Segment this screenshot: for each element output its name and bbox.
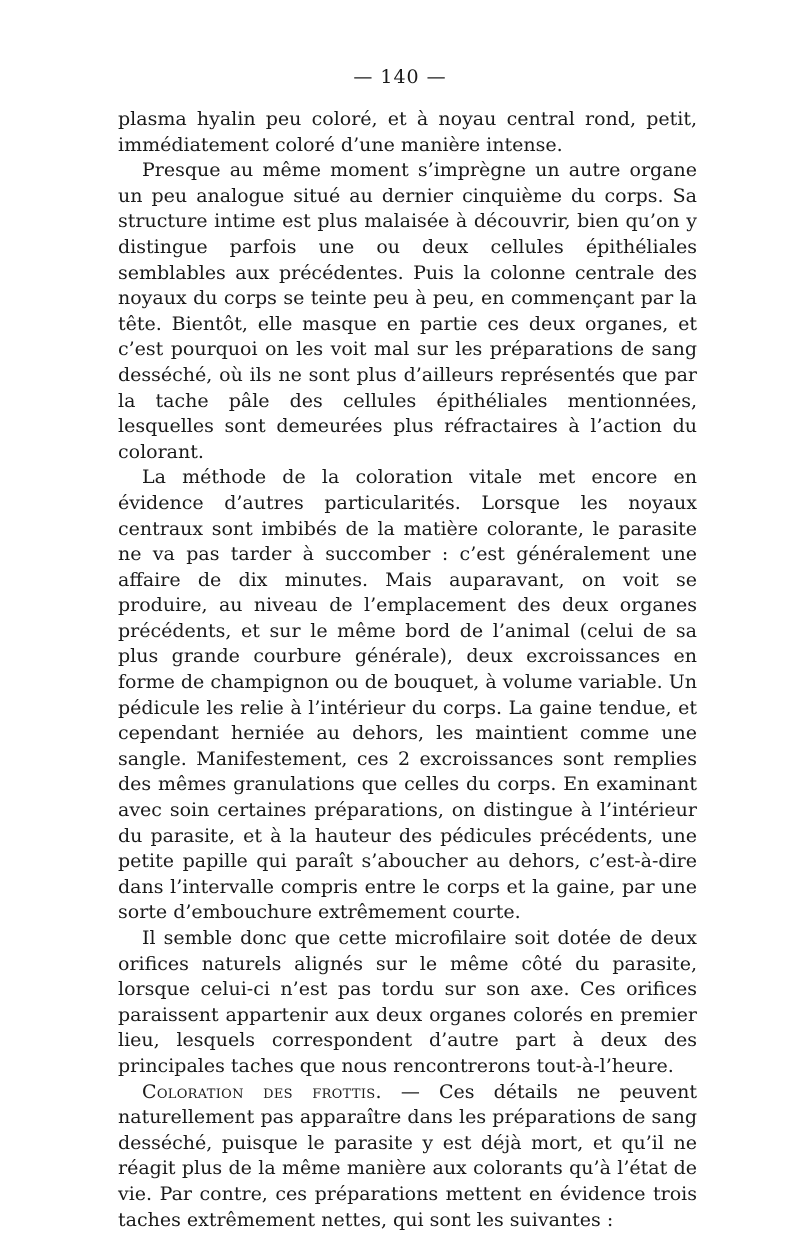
paragraph-1 [118,107,697,158]
paragraph-4 [118,926,697,1080]
paragraph-5 [118,1080,697,1234]
paragraph-3-text: La méthode de la coloration vitale met encore en évidence d’autres particularités. Lorsque les noyaux centraux sont imbibés de la matière colorante, le parasite ne va pas tarder à succomber : c’est généralement une affaire de dix minutes. Mais auparavant, on voit se produire, au niveau de l’emplacement des deux organes précédents, et sur le même bord de l’animal (celui de sa plus grande courbure générale), deux excroissances en forme de champignon ou de bouquet, à volume variable. Un pédicule les relie à l’intérieur du corps. La gaine tendue, et cependant herniée au dehors, les maintient comme une sangle. Manifestement, ces 2 excroissances sont remplies des mêmes granulations que celles du corps. En examinant avec soin certaines préparations, on distingue à l’intérieur du parasite, et à la hauteur des pédicules précédents, une petite papille qui paraît s’aboucher au dehors, c’est-à-dire dans l’intervalle compris entre le corps et la gaine, par une sorte d’embouchure extrêmement courte. [118,466,697,924]
paragraph-2 [118,158,697,465]
paragraph-2-text: Presque au même moment s’imprègne un autre organe un peu analogue situé au dernier cinquième du corps. Sa structure intime est plus malaisée à découvrir, bien qu’on y distingue parfois une ou deux cellules épithéliales semblables aux précédentes. Puis la colonne centrale des noyaux du corps se teinte peu à peu, en commençant par la tête. Bientôt, elle masque en partie ces deux organes, et c’est pourquoi on les voit mal sur les préparations de sang desséché, où ils ne sont plus d’ailleurs représentés que par la tache pâle des cellules épithéliales mentionnées, lesquelles sont demeurées plus réfractaires à l’action du colorant. [118,159,697,463]
paragraph-4-text: Il semble donc que cette microfilaire soit dotée de deux orifices naturels alignés sur le même côté du parasite, lorsque celui-ci n’est pas tordu sur son axe. Ces orifices paraissent appartenir aux deux organes colorés en premier lieu, lesquels correspondent d’autre part à deux des principales taches que nous rencontrerons tout-à-l’heure. [118,927,697,1077]
paragraph-3 [118,465,697,926]
paragraph-5-text: — Ces détails ne peuvent naturellement pas apparaître dans les préparations de sang desséché, puisque le parasite y est déjà mort, et qu’il ne réagit plus de la même manière aux colorants qu’à l’état de vie. Par contre, ces préparations mettent en évidence trois taches extrêmement nettes, qui sont les suivantes : [118,1080,698,1231]
paragraph-1-text: plasma hyalin peu coloré, et à noyau central rond, petit, immédiatement coloré d’une manière intense. [118,108,697,156]
page-number: — 140 — [353,66,447,88]
body-text [118,107,697,1233]
section-heading: Coloration des frottis. [142,1080,382,1103]
